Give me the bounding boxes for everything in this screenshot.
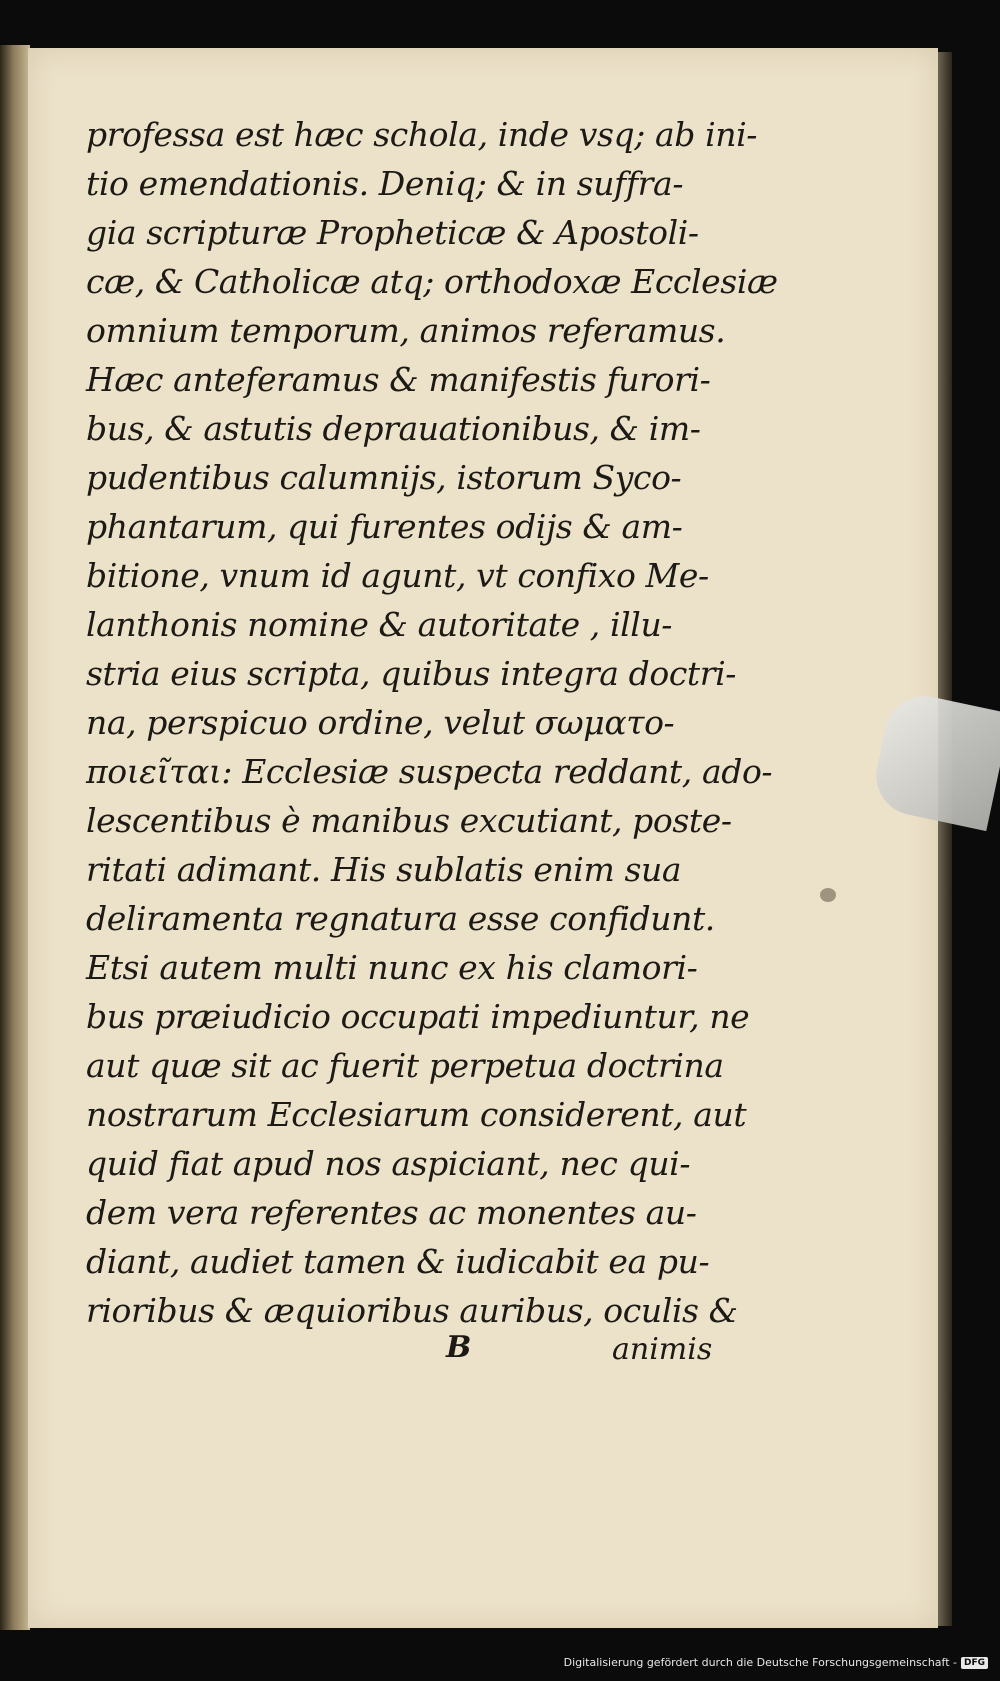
book-gutter-edge: [0, 45, 30, 1630]
page-fore-edge: [938, 52, 952, 1626]
body-text: [86, 110, 778, 1335]
text-line: cæ, & Catholicæ atq; orthodoxæ Ecclesiæ: [86, 262, 778, 301]
text-line: Hæc anteferamus & manifestis furori-: [86, 360, 711, 399]
text-line: bitione, vnum id agunt, vt confixo Me-: [86, 556, 709, 595]
text-line: rioribus & æquioribus auribus, oculis &: [86, 1291, 738, 1330]
text-line: diant, audiet tamen & iudicabit ea pu-: [86, 1242, 710, 1281]
text-line: bus præiudicio occupati impediuntur, ne: [86, 997, 750, 1036]
text-line: nostrarum Ecclesiarum considerent, aut: [86, 1095, 747, 1134]
text-line: bus, & astutis deprauationibus, & im-: [86, 409, 701, 448]
paper-stain: [820, 888, 836, 902]
text-line: deliramenta regnatura esse confidunt.: [86, 899, 715, 938]
dfg-logo: DFG: [961, 1657, 988, 1669]
text-line: dem vera referentes ac monentes au-: [86, 1193, 697, 1232]
text-line: professa est hæc schola, inde vsq; ab ini-: [86, 115, 758, 154]
text-line: phantarum, qui furentes odijs & am-: [86, 507, 683, 546]
text-line: na, perspicuo ordine, velut σωματο-: [86, 703, 675, 742]
signature-mark: B: [446, 1330, 472, 1365]
text-line: ποιεῖται: Ecclesiæ suspecta reddant, ado-: [86, 752, 773, 791]
credit-text: Digitalisierung gefördert durch die Deutsche Forschungsgemeinschaft -: [563, 1656, 957, 1669]
text-line: aut quæ sit ac fuerit perpetua doctrina: [86, 1046, 724, 1085]
text-line: gia scripturæ Propheticæ & Apostoli-: [86, 213, 699, 252]
text-line: stria eius scripta, quibus integra doctri-: [86, 654, 737, 693]
catchword: animis: [612, 1332, 713, 1367]
text-line: lanthonis nomine & autoritate , illu-: [86, 605, 673, 644]
text-line: omnium temporum, animos referamus.: [86, 311, 726, 350]
text-line: tio emendationis. Deniq; & in suffra-: [86, 164, 684, 203]
text-line: lescentibus è manibus excutiant, poste-: [86, 801, 732, 840]
text-line: ritati adimant. His sublatis enim sua: [86, 850, 682, 889]
text-line: Etsi autem multi nunc ex his clamori-: [86, 948, 698, 987]
text-line: quid fiat apud nos aspiciant, nec qui-: [86, 1144, 691, 1183]
text-line: pudentibus calumnijs, istorum Syco-: [86, 458, 682, 497]
digitization-credit: [564, 1656, 988, 1669]
